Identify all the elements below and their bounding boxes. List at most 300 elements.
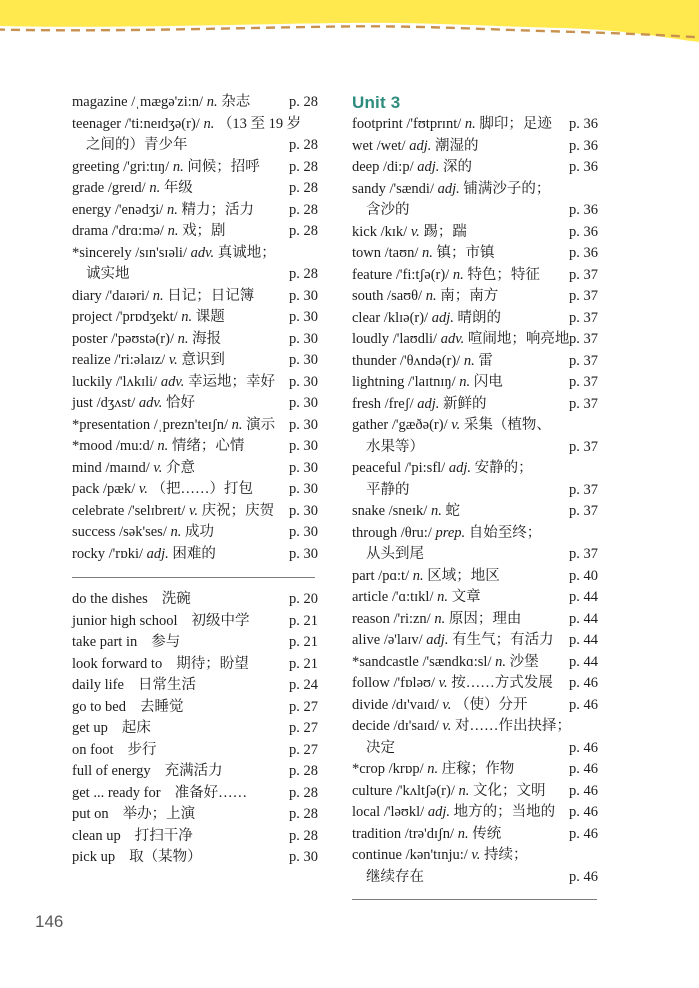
chinese-gloss: 采集（植物、 — [463, 417, 551, 433]
page-ref: p. 30 — [289, 395, 318, 411]
page-ref: p. 30 — [289, 330, 318, 347]
phonetic: /'drɑ:mə/ — [111, 223, 164, 239]
page-ref: p. 30 — [289, 545, 318, 562]
phonetic: /ə'laɪv/ — [383, 632, 423, 648]
entry-line — [352, 136, 602, 158]
entry-line — [72, 479, 322, 501]
vocab-entry — [352, 136, 602, 158]
headword: divide — [352, 696, 389, 713]
entry-line — [352, 308, 602, 330]
headword: reason — [352, 610, 390, 627]
phonetic: /pæk/ — [103, 481, 136, 497]
right-column — [352, 92, 602, 900]
vocab-entry — [352, 222, 602, 244]
part-of-speech: adv. — [138, 395, 163, 411]
page-ref: p. 30 — [289, 373, 318, 390]
vocab-entry — [352, 824, 602, 846]
entry-line — [72, 415, 322, 437]
entry-line — [72, 157, 322, 179]
chinese-gloss: 文化；文明 — [473, 782, 546, 799]
chinese-gloss: 海报 — [192, 330, 222, 347]
headword: loudly — [352, 331, 390, 347]
entry-line — [72, 697, 322, 719]
unit-3-header: Unit 3 — [352, 93, 401, 112]
headword: article — [352, 589, 389, 605]
phrase-entry — [72, 675, 322, 697]
headword: follow — [352, 675, 390, 691]
chinese-gloss: 传统 — [472, 825, 502, 842]
chinese-gloss: 深的 — [443, 159, 473, 175]
page-ref: p. 30 — [289, 352, 318, 368]
part-of-speech: adj. — [417, 395, 440, 412]
folio-page-number: 146 — [35, 912, 64, 931]
phonetic: /'selɪbreɪt/ — [127, 502, 186, 519]
entry-line — [72, 329, 322, 351]
part-of-speech: n. — [203, 115, 215, 132]
part-of-speech: n. — [231, 416, 243, 433]
vocab-entry — [352, 394, 602, 416]
headword: drama — [72, 223, 109, 239]
page-ref: p. 28 — [289, 158, 318, 175]
page-ref: p. 30 — [289, 502, 318, 519]
vocab-entry — [72, 221, 322, 243]
headword: town — [352, 245, 381, 261]
vocab-entry — [72, 393, 322, 415]
phonetic: /dɪ'saɪd/ — [393, 718, 439, 734]
entry-line — [352, 329, 602, 351]
vocab-entry — [72, 458, 322, 480]
chinese-gloss: 戏；剧 — [182, 223, 226, 239]
phrase-entry — [72, 697, 322, 719]
part-of-speech: n. — [177, 330, 189, 347]
part-of-speech: n. — [434, 610, 446, 627]
page-ref: p. 37 — [569, 438, 598, 455]
part-of-speech: n. — [463, 352, 475, 369]
vocab-entry — [72, 329, 322, 351]
chinese-gloss-continued: 含沙的 — [366, 202, 410, 218]
entry-line — [72, 200, 322, 222]
part-of-speech: n. — [172, 158, 184, 175]
page-ref: p. 37 — [569, 395, 598, 412]
phonetic: /kɪk/ — [380, 223, 408, 240]
phrase-entry — [72, 783, 322, 805]
phrase-entry — [72, 847, 322, 869]
chinese-gloss: 原因；理由 — [448, 610, 522, 627]
vocab-entry — [72, 114, 322, 157]
page-ref: p. 28 — [289, 827, 318, 844]
chinese-gloss: 按……方式发展 — [451, 675, 553, 691]
phonetic: /'enədʒi/ — [114, 201, 164, 218]
chinese-gloss: 初级中学 — [191, 612, 250, 629]
chinese-gloss: 演示 — [246, 416, 276, 433]
page-ref: p. 44 — [569, 610, 598, 627]
entry-line — [352, 243, 602, 265]
page-ref: p. 28 — [289, 137, 318, 153]
chinese-gloss: 成功 — [184, 524, 214, 540]
entry-line — [352, 501, 602, 523]
chinese-gloss: 蛇 — [445, 503, 460, 519]
chinese-gloss-continued: 诚实地 — [86, 266, 130, 282]
page-ref: p. 28 — [289, 180, 318, 196]
headword: just — [72, 395, 93, 411]
vocab-entry — [72, 479, 322, 501]
top-banner-decoration — [0, 0, 699, 58]
chinese-gloss: 文章 — [451, 589, 481, 605]
phonetic: /'daɪəri/ — [105, 287, 150, 304]
chinese-gloss: 镇；市镇 — [436, 245, 495, 261]
phrase-text: on foot — [72, 741, 114, 758]
page-ref: p. 30 — [289, 416, 318, 433]
page-ref: p. 30 — [289, 481, 318, 497]
chinese-gloss: 步行 — [127, 741, 157, 758]
part-of-speech: n. — [421, 245, 433, 261]
entry-line — [352, 802, 602, 824]
chinese-gloss-continued: 继续存在 — [366, 868, 424, 885]
chinese-gloss-continued: 从头到尾 — [366, 546, 424, 562]
page-ref: p. 46 — [569, 868, 598, 885]
phrase-text: go to bed — [72, 698, 126, 715]
chinese-gloss: 介意 — [166, 459, 195, 476]
entry-line — [72, 544, 322, 566]
entry-line — [352, 566, 602, 588]
vocab-entry — [72, 200, 322, 222]
phrase-entry — [72, 826, 322, 848]
vocab-entry — [352, 351, 602, 373]
part-of-speech: adj. — [426, 632, 449, 648]
headword: grade — [72, 180, 105, 196]
phonetic: /'kʌltʃə(r)/ — [395, 782, 455, 799]
part-of-speech: v. — [438, 675, 448, 691]
entry-line — [72, 243, 322, 265]
chinese-gloss: 期待；盼望 — [176, 655, 249, 672]
page-ref: p. 40 — [569, 567, 598, 584]
phonetic: /klɪə(r)/ — [383, 309, 429, 326]
part-of-speech: n. — [495, 653, 506, 670]
headword: *crop — [352, 761, 386, 777]
entry-line — [352, 222, 602, 244]
headword: continue — [352, 847, 402, 863]
entry-line — [72, 654, 322, 676]
headword: through — [352, 524, 398, 541]
entry-line — [72, 114, 322, 136]
entry-line — [72, 611, 322, 633]
entry-line — [352, 114, 602, 136]
page-ref: p. 44 — [569, 653, 598, 670]
chinese-gloss: 情绪；心情 — [171, 438, 245, 454]
part-of-speech: v. — [451, 417, 461, 433]
chinese-gloss: 脚印；足迹 — [479, 116, 552, 132]
entry-line — [72, 92, 322, 114]
vocab-entry — [352, 802, 602, 824]
entry-line — [352, 351, 602, 373]
part-of-speech: v. — [138, 481, 148, 497]
headword: magazine — [72, 94, 128, 110]
entry-line — [72, 458, 322, 480]
headword: snake — [352, 503, 386, 519]
page-ref: p. 46 — [569, 782, 598, 799]
vocab-entry — [72, 286, 322, 308]
entry-line — [72, 589, 322, 611]
chinese-gloss: 充满活力 — [164, 763, 223, 779]
chinese-gloss: 日记；日记簿 — [167, 287, 255, 304]
headword: luckily — [72, 373, 113, 390]
page-ref: p. 21 — [289, 634, 318, 650]
chinese-gloss: 日常生活 — [137, 677, 196, 693]
vocab-entry — [352, 501, 602, 523]
entry-line-continued — [352, 867, 602, 889]
vocab-entry — [72, 415, 322, 437]
chinese-gloss: 有生气；有活力 — [452, 632, 554, 648]
headword: energy — [72, 201, 112, 218]
vocab-entry — [352, 566, 602, 588]
phrase-text: do the dishes — [72, 591, 148, 607]
page-ref: p. 37 — [569, 374, 598, 390]
chinese-gloss: 真诚地； — [217, 244, 276, 261]
entry-line — [72, 501, 322, 523]
part-of-speech: n. — [152, 287, 164, 304]
chinese-gloss: 去睡觉 — [139, 698, 184, 715]
page-ref: p. 46 — [569, 739, 598, 756]
part-of-speech: n. — [412, 567, 424, 584]
vocab-entry — [352, 587, 602, 609]
page-ref: p. 30 — [289, 309, 318, 325]
page-ref: p. 36 — [569, 137, 598, 154]
part-of-speech: adj. — [437, 180, 460, 197]
banner-yellow-band — [0, 0, 699, 42]
chinese-gloss: 年级 — [163, 180, 193, 196]
headword: culture — [352, 782, 393, 799]
entry-line — [352, 372, 602, 394]
part-of-speech: adj. — [448, 460, 471, 476]
chinese-gloss: （使）分开 — [455, 696, 528, 713]
page-ref: p. 30 — [289, 438, 318, 454]
part-of-speech: n. — [157, 438, 169, 454]
part-of-speech: adj. — [417, 159, 440, 175]
headword: clear — [352, 309, 381, 326]
part-of-speech: n. — [149, 180, 161, 196]
headword: tradition — [352, 825, 402, 842]
vocab-entry — [352, 329, 602, 351]
phrase-entry — [72, 654, 322, 676]
phonetic: /'laɪtnɪŋ/ — [408, 374, 456, 390]
part-of-speech: adj. — [431, 309, 454, 326]
vocab-entry — [352, 630, 602, 652]
part-of-speech: v. — [188, 502, 198, 519]
vocab-entry — [352, 781, 602, 803]
vocab-entry — [352, 695, 602, 717]
headword: *mood — [72, 438, 113, 454]
page-ref: p. 28 — [289, 763, 318, 779]
phonetic: /freʃ/ — [384, 395, 414, 412]
vocab-entry — [352, 157, 602, 179]
part-of-speech: n. — [464, 116, 476, 132]
part-of-speech: adv. — [440, 331, 465, 347]
entry-line — [352, 609, 602, 631]
phonetic: /sɪn'sɪəli/ — [135, 244, 187, 261]
phonetic: /'ri:əlaɪz/ — [114, 352, 166, 368]
entry-line — [352, 458, 602, 480]
vocab-entry — [72, 307, 322, 329]
vocab-entry — [72, 157, 322, 179]
page-ref: p. 28 — [289, 784, 318, 801]
headword: success — [72, 524, 116, 540]
page-ref: p. 27 — [289, 698, 318, 715]
entry-line — [72, 718, 322, 740]
page-ref: p. 28 — [289, 223, 318, 239]
entry-line-continued — [352, 437, 602, 459]
headword: poster — [72, 330, 108, 347]
vocab-entry — [352, 845, 602, 888]
page-ref: p. 36 — [569, 202, 598, 218]
headword: fresh — [352, 395, 381, 412]
chinese-gloss: （13 至 19 岁 — [217, 115, 302, 132]
part-of-speech: v. — [442, 718, 452, 734]
headword: sandy — [352, 180, 386, 197]
phonetic: /dɪ'vaɪd/ — [391, 696, 439, 713]
page-ref: p. 27 — [289, 741, 318, 758]
phrase-text: look forward to — [72, 655, 163, 672]
entry-line — [72, 847, 322, 869]
phonetic: /'laʊdli/ — [392, 331, 438, 347]
chinese-gloss-continued: 决定 — [366, 739, 395, 756]
entry-line — [72, 761, 322, 783]
entry-line — [72, 804, 322, 826]
phonetic: /'pəʊstə(r)/ — [111, 330, 174, 347]
phrase-text: pick up — [72, 849, 116, 865]
phrase-entry — [72, 761, 322, 783]
headword: mind — [72, 459, 102, 476]
part-of-speech: prep. — [435, 524, 466, 541]
phonetic: /pɑ:t/ — [378, 567, 410, 584]
headword: peaceful — [352, 460, 402, 476]
phonetic: /sneɪk/ — [388, 503, 428, 519]
part-of-speech: n. — [430, 503, 442, 519]
vocab-entry — [352, 759, 602, 781]
page-ref: p. 36 — [569, 245, 598, 261]
phrase-text: full of energy — [72, 763, 151, 779]
part-of-speech: v. — [168, 352, 178, 368]
headword: decide — [352, 718, 390, 734]
vocab-entry — [352, 114, 602, 136]
chinese-gloss: 困难的 — [172, 545, 216, 562]
page-ref: p. 28 — [289, 266, 318, 282]
entry-line-continued — [72, 135, 322, 157]
vocab-entry — [352, 652, 602, 674]
chinese-gloss: 沙堡 — [509, 653, 539, 670]
vocab-entry — [72, 544, 322, 566]
headword: gather — [352, 417, 389, 433]
entry-line-continued — [352, 738, 602, 760]
chinese-gloss: 杂志 — [221, 94, 251, 110]
chinese-gloss: 精力；活力 — [181, 201, 254, 218]
page-ref: p. 37 — [569, 546, 598, 562]
page-ref: p. 46 — [569, 804, 598, 820]
entry-line — [352, 781, 602, 803]
phrase-text: put on — [72, 806, 109, 822]
phrase-text: daily life — [72, 677, 124, 693]
headword: pack — [72, 481, 100, 497]
chinese-gloss: 铺满沙子的； — [463, 180, 551, 197]
chinese-gloss: 潮湿的 — [434, 137, 479, 154]
phrase-entry — [72, 740, 322, 762]
entry-line — [352, 587, 602, 609]
page-ref: p. 28 — [289, 94, 318, 110]
part-of-speech: n. — [167, 223, 179, 239]
vocab-entry — [72, 436, 322, 458]
phonetic: /sək'ses/ — [119, 524, 167, 540]
phonetic: /dʒʌst/ — [96, 395, 136, 411]
vocab-entry — [352, 286, 602, 308]
headword: realize — [72, 352, 111, 368]
phonetic: /di:p/ — [383, 159, 414, 175]
chinese-gloss: 闪电 — [473, 374, 503, 390]
right-word-list — [352, 114, 602, 888]
entry-line — [72, 826, 322, 848]
entry-line — [72, 286, 322, 308]
chinese-gloss: 恰好 — [166, 395, 195, 411]
part-of-speech: n. — [170, 524, 182, 540]
page-ref: p. 30 — [289, 524, 318, 540]
phonetic: /krɒp/ — [388, 761, 424, 777]
vocab-entry — [352, 716, 602, 759]
vocab-entry — [352, 609, 602, 631]
page-ref: p. 21 — [289, 655, 318, 672]
headword: feature — [352, 266, 393, 283]
chinese-gloss: 晴朗的 — [457, 309, 501, 326]
entry-line — [72, 632, 322, 654]
chinese-gloss: 举办；上演 — [122, 806, 196, 822]
entry-line — [72, 221, 322, 243]
part-of-speech: adj. — [146, 545, 169, 562]
part-of-speech: v. — [442, 696, 452, 713]
headword: *sincerely — [72, 244, 132, 261]
entry-line-continued — [352, 544, 602, 566]
phrase-entry — [72, 611, 322, 633]
part-of-speech: n. — [458, 782, 470, 799]
vocab-entry — [72, 178, 322, 200]
phonetic: /'prɒdʒekt/ — [115, 309, 178, 325]
vocab-entry — [352, 458, 602, 501]
chinese-gloss: 起床 — [121, 720, 151, 736]
vocab-entry — [352, 673, 602, 695]
part-of-speech: n. — [437, 589, 448, 605]
entry-line — [72, 675, 322, 697]
vocab-entry — [352, 523, 602, 566]
phonetic: /ˌmægə'zi:n/ — [131, 94, 204, 110]
vocab-entry — [72, 372, 322, 394]
page-ref: p. 30 — [289, 849, 318, 865]
page-ref: p. 37 — [569, 309, 598, 326]
phonetic: /'fɒləʊ/ — [393, 675, 435, 691]
vocab-entry — [352, 179, 602, 222]
phrase-entry — [72, 804, 322, 826]
left-column — [72, 92, 322, 869]
phonetic: /trə'dɪʃn/ — [404, 825, 455, 842]
phrase-text: take part in — [72, 634, 138, 650]
chinese-gloss: 对……作出抉择； — [455, 718, 572, 734]
chinese-gloss-continued: 水果等） — [366, 438, 424, 455]
headword: rocky — [72, 545, 106, 562]
phonetic: /'lʌkɪli/ — [115, 373, 158, 390]
page-ref: p. 46 — [569, 825, 598, 842]
headword: footprint — [352, 116, 403, 132]
entry-line — [72, 522, 322, 544]
entry-line — [352, 759, 602, 781]
vocab-entry — [352, 308, 602, 330]
phonetic: /'gri:tɪŋ/ — [123, 158, 170, 175]
phonetic: /'ri:zn/ — [393, 610, 431, 627]
page-ref: p. 27 — [289, 720, 318, 736]
